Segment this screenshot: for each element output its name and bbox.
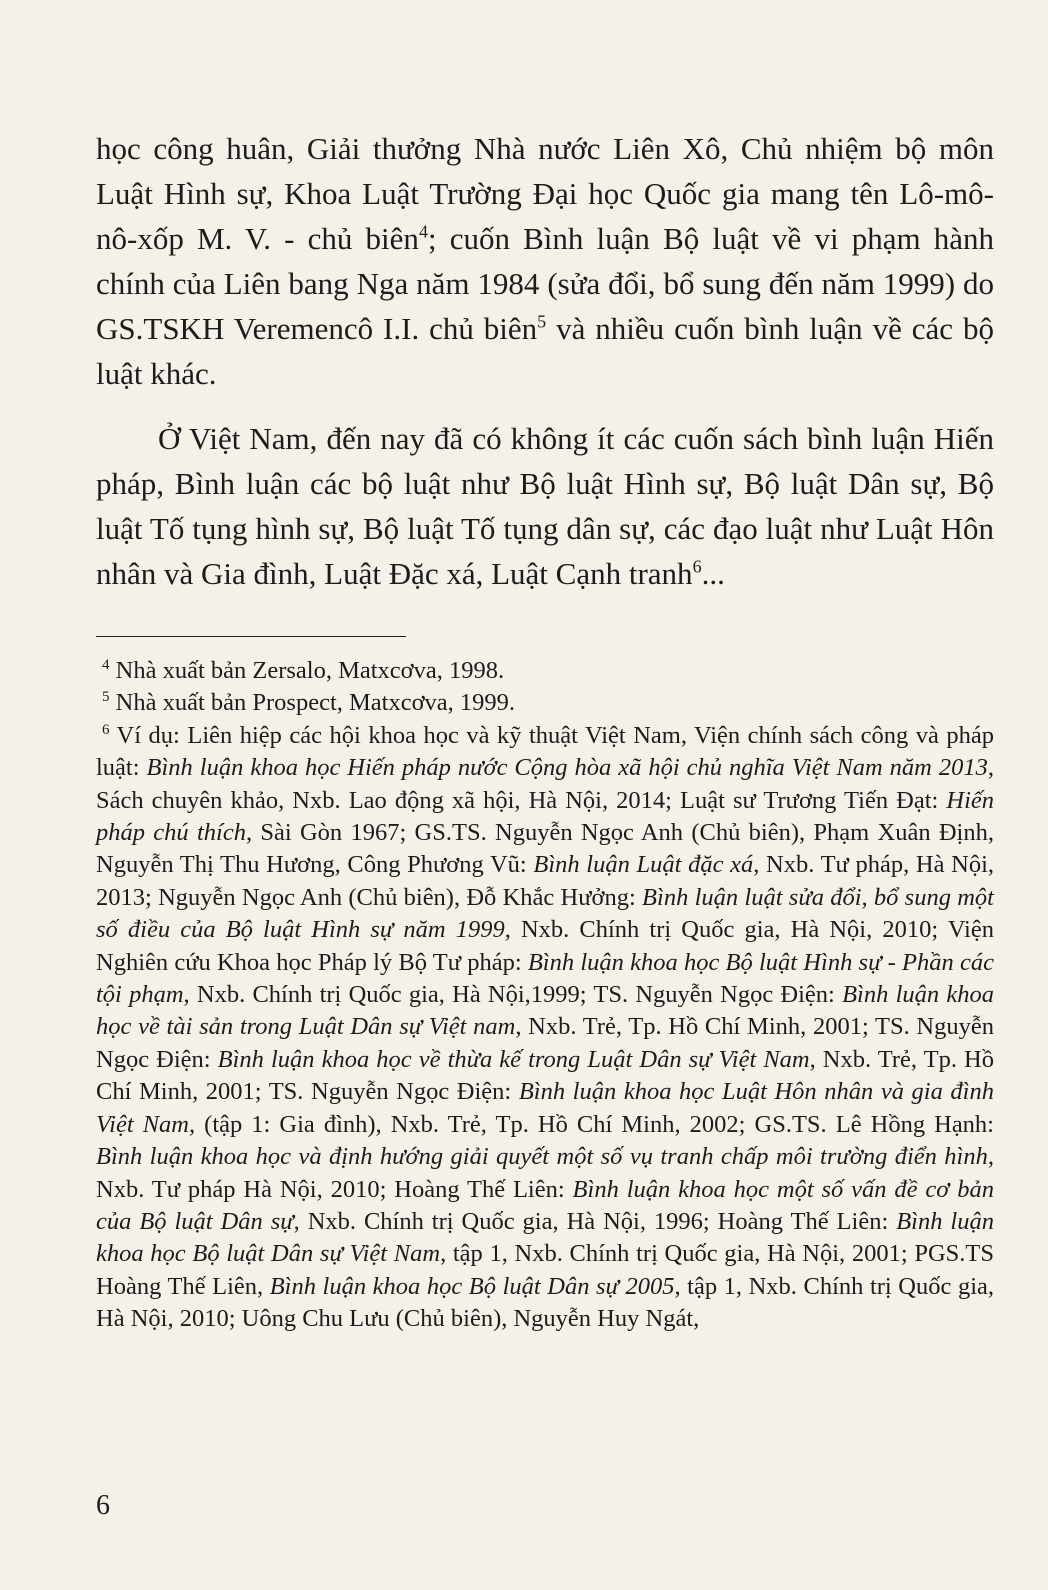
footnote-6-text: , Nxb. Chính trị Quốc gia, Hà Nội, 2010; Viện Nghiên cứu Khoa học Pháp lý Bộ Tư pháp: <box>96 916 994 976</box>
footnote-6-title: Bình luận khoa học và định hướng giải quyết một số vụ tranh chấp môi trường điển hình <box>96 1143 988 1171</box>
footnote-6-title: Bình luận khoa học Hiến pháp nước Cộng hòa xã hội chủ nghĩa Việt Nam năm 2013 <box>146 754 988 782</box>
footnote-6-text: , Nxb. Trẻ, Tp. Hồ Chí Minh, 2001; TS. Nguyễn Ngọc Điện: <box>96 1045 994 1106</box>
footnote-5-text: Nhà xuất bản Prospect, Matxcơva, 1999. <box>109 689 516 717</box>
paragraph-2-text-b: ... <box>701 556 725 591</box>
footnote-4 <box>96 655 994 687</box>
footnote-6-title: Hiến pháp chú thích <box>96 786 994 847</box>
footnote-6-text: (tập 1: Gia đình), Nxb. Trẻ, Tp. Hồ Chí Minh, 2002; GS.TS. Lê Hồng Hạnh: <box>195 1110 994 1138</box>
footnote-5-mark: 5 <box>102 689 110 706</box>
footnote-ref-5[interactable]: 5 <box>537 311 547 332</box>
footnote-6-text: , Nxb. Chính trị Quốc gia, Hà Nội,1999; TS. Nguyễn Ngọc Điện: <box>183 981 843 1009</box>
page-number: 6 <box>96 1490 110 1521</box>
footnote-6-text: , tập 1, Nxb. Chính trị Quốc gia, Hà Nội, 2001; PGS.TS Hoàng Thế Liên, <box>96 1240 994 1300</box>
paragraph-1 <box>96 126 994 396</box>
paragraph-2 <box>96 416 994 596</box>
paragraph-1-text-a: học công huân, Giải thưởng Nhà nước Liên Xô, Chủ nhiệm bộ môn Luật Hình sự, Khoa Luật Trường Đại học Quốc gia mang tên Lô-mô-nô-xốp M. V. - chủ biên <box>96 131 994 256</box>
footnote-6-text: , Nxb. Trẻ, Tp. Hồ Chí Minh, 2001; TS. Nguyễn Ngọc Điện: <box>96 1013 994 1073</box>
footnote-6-text: , Nxb. Chính trị Quốc gia, Hà Nội, 1996; Hoàng Thế Liên: <box>293 1207 897 1235</box>
footnote-6-text: , Sách chuyên khảo, Nxb. Lao động xã hội, Hà Nội, 2014; Luật sư Trương Tiến Đạt: <box>96 754 994 814</box>
footnote-6-title: Bình luận khoa học một số vấn đề cơ bản của Bộ luật Dân sự <box>96 1175 994 1235</box>
footnote-6-title: Bình luận Luật đặc xá <box>533 851 754 879</box>
footnote-6-title: Bình luận khoa học Luật Hôn nhân và gia đình Việt Nam, <box>96 1078 994 1138</box>
footnote-4-text: Nhà xuất bản Zersalo, Matxcơva, 1998. <box>109 657 505 684</box>
footnote-6-title: Bình luận khoa học Bộ luật Hình sự - Phần các tội phạm <box>96 948 994 1009</box>
paragraph-1-text-c: và nhiều cuốn bình luận về các bộ luật khác. <box>96 311 994 391</box>
footnote-6-title: Bình luận khoa học về tài sản trong Luật Dân sự Việt nam <box>96 981 994 1041</box>
footnote-separator <box>96 636 406 637</box>
footnote-6-text: , Nxb. Tư pháp Hà Nội, 2010; Hoàng Thế Liên: <box>96 1143 994 1203</box>
footnote-6-text: Ví dụ: Liên hiệp các hội khoa học và kỹ thuật Việt Nam, Viện chính sách công và pháp luật: <box>96 721 994 782</box>
paragraph-1-text-b: ; cuốn Bình luận Bộ luật về vi phạm hành chính của Liên bang Nga năm 1984 (sửa đổi, bổ sung đến năm 1999) do GS.TSKH Veremencô I.I. chủ biên <box>96 221 994 346</box>
footnote-6-text: , tập 1, Nxb. Chính trị Quốc gia, Hà Nội, 2010; Uông Chu Lưu (Chủ biên), Nguyễn Huy Ngát, <box>96 1272 994 1333</box>
footnote-6-title: Bình luận khoa học Bộ luật Dân sự Việt Nam <box>96 1207 994 1268</box>
footnote-ref-4[interactable]: 4 <box>418 221 428 242</box>
footnotes <box>96 655 994 1336</box>
footnote-6-mark: 6 <box>102 721 110 738</box>
footnote-6-title: Bình luận khoa học Bộ luật Dân sự 2005 <box>269 1272 675 1300</box>
footnote-6-title: Bình luận luật sửa đổi, bổ sung một số điều của Bộ luật Hình sự năm 1999 <box>96 883 994 944</box>
footnote-6-text: , Nxb. Tư pháp, Hà Nội, 2013; Nguyễn Ngọc Anh (Chủ biên), Đỗ Khắc Hưởng: <box>96 851 995 911</box>
footnote-5 <box>96 687 994 719</box>
paragraph-2-text-a: Ở Việt Nam, đến nay đã có không ít các cuốn sách bình luận Hiến pháp, Bình luận các bộ luật như Bộ luật Hình sự, Bộ luật Dân sự, Bộ luật Tố tụng hình sự, Bộ luật Tố tụng dân sự, các đạo luật như Luật Hôn nhân và Gia đình, Luật Đặc xá, Luật Cạnh tranh <box>96 421 994 591</box>
main-text <box>96 126 994 596</box>
footnote-4-mark: 4 <box>102 656 110 673</box>
footnote-ref-6[interactable]: 6 <box>692 556 702 577</box>
footnote-6-title: Bình luận khoa học về thừa kế trong Luật Dân sự Việt Nam <box>217 1045 810 1073</box>
footnote-6-text: , Sài Gòn 1967; GS.TS. Nguyễn Ngọc Anh (Chủ biên), Phạm Xuân Định, Nguyễn Thị Thu Hương, Công Phương Vũ: <box>96 819 994 879</box>
footnote-6 <box>96 720 994 1336</box>
